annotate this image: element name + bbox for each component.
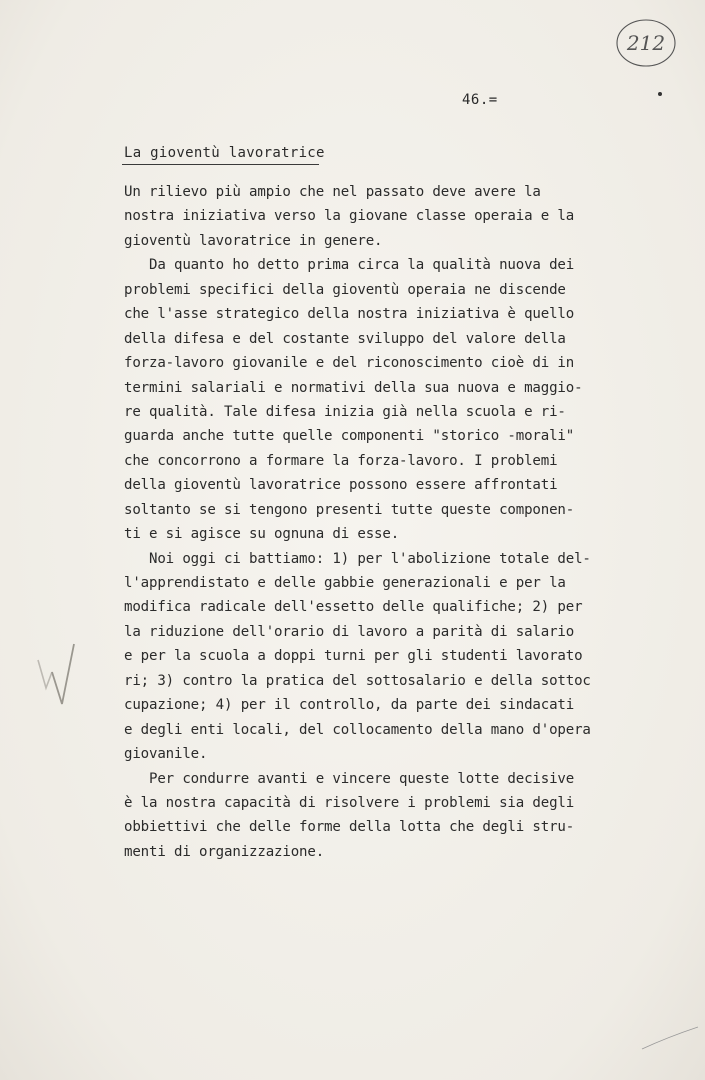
text-line: termini salariali e normativi della sua nuova e maggio- xyxy=(124,379,583,396)
page-number: 46.= xyxy=(462,92,498,108)
text-line: Un rilievo più ampio che nel passato deve avere la xyxy=(124,184,541,200)
text-line: la riduzione dell'orario di lavoro a parità di salario xyxy=(124,623,575,640)
text-line: cupazione; 4) per il controllo, da parte dei sindacati xyxy=(124,697,575,714)
text-line: Per condurre avanti e vincere queste lotte decisive xyxy=(124,770,575,787)
stamp-circle xyxy=(614,16,678,68)
text-line: l'apprendistato e delle gabbie generazionali e per la xyxy=(124,575,566,591)
text-line: obbiettivi che delle forme della lotta che degli stru- xyxy=(124,819,575,836)
section-title: La gioventù lavoratrice xyxy=(124,145,325,161)
margin-pen-mark xyxy=(28,638,88,708)
text-line: che l'asse strategico della nostra iniziativa è quello xyxy=(124,306,575,323)
text-line: menti di organizzazione. xyxy=(124,843,325,860)
archive-stamp xyxy=(614,16,678,68)
text-line: e degli enti locali, del collocamento della mano d'opera xyxy=(124,721,591,738)
text-line: soltanto se si tengono presenti tutte queste componen- xyxy=(124,501,575,518)
text-line: ti e si agisce su ognuna di esse. xyxy=(124,526,400,543)
text-line: forza-lavoro giovanile e del riconoscimento cioè di in xyxy=(124,355,575,372)
text-line: della difesa e del costante sviluppo del valore della xyxy=(124,330,566,347)
text-line: che concorrono a formare la forza-lavoro. I problemi xyxy=(124,452,558,469)
text-line: della gioventù lavoratrice possono essere affrontati xyxy=(124,477,558,494)
text-line: e per la scuola a doppi turni per gli studenti lavorato xyxy=(124,648,583,665)
text-line: problemi specifici della gioventù operaia ne discende xyxy=(124,281,566,298)
text-line: è la nostra capacità di risolvere i problemi sia degli xyxy=(124,794,575,811)
text-line: modifica radicale dell'essetto delle qualifiche; 2) per xyxy=(124,599,583,616)
text-line: re qualità. Tale difesa inizia già nella scuola e ri- xyxy=(124,403,566,420)
body-text xyxy=(124,180,624,864)
stamp-number: 212 xyxy=(626,31,666,55)
ink-dot xyxy=(658,92,662,96)
text-line: nostra iniziativa verso la giovane classe operaia e la xyxy=(124,208,575,225)
text-line: giovanile. xyxy=(124,746,208,763)
text-line: guarda anche tutte quelle componenti "storico -morali" xyxy=(124,428,575,445)
text-line: Da quanto ho detto prima circa la qualità nuova dei xyxy=(124,257,575,274)
corner-pen-stroke xyxy=(640,1025,700,1055)
text-line: Noi oggi ci battiamo: 1) per l'abolizione totale del- xyxy=(124,550,591,567)
text-line: gioventù lavoratrice in genere. xyxy=(124,232,383,249)
title-underline xyxy=(122,164,319,165)
text-line: ri; 3) contro la pratica del sottosalario e della sottoc xyxy=(124,672,591,689)
